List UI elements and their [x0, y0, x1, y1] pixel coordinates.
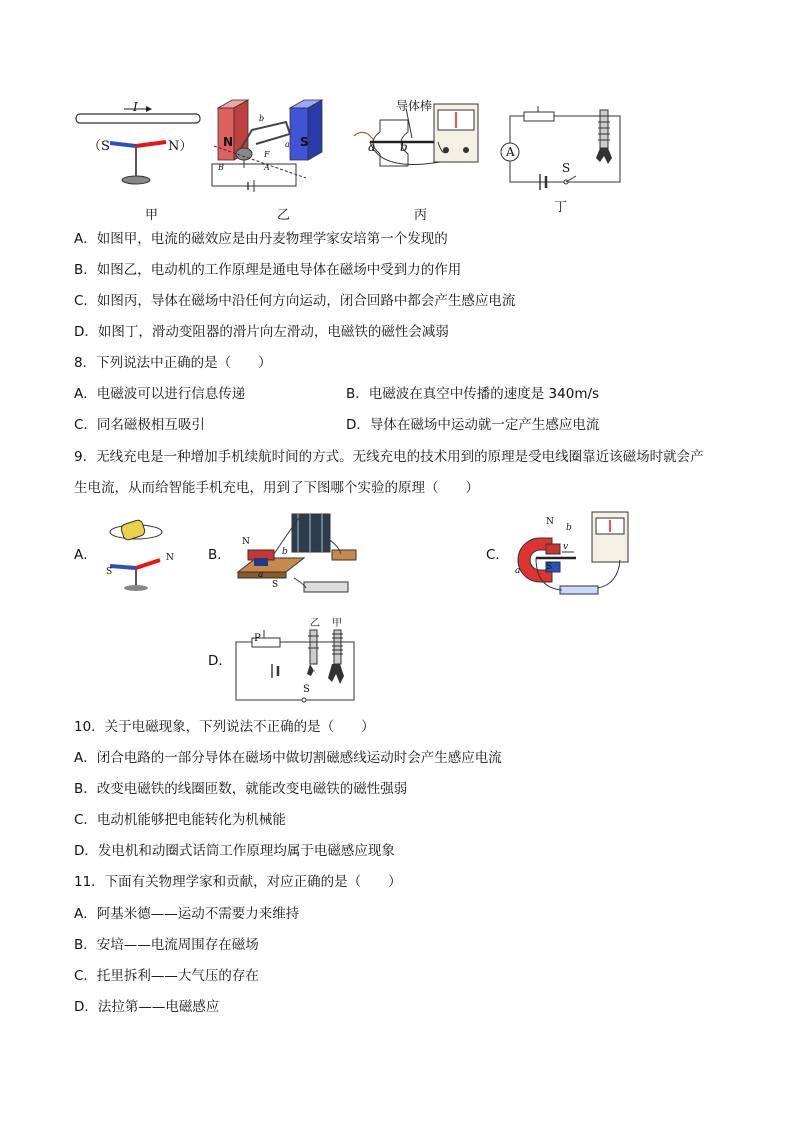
q11-stem: 11．下面有关物理学家和贡献，对应正确的是（ ）: [74, 874, 402, 890]
bing-a-label: a: [368, 140, 376, 154]
q9-figure-c-induction-apparatus: [510, 510, 640, 602]
q10-stem: 10．关于电磁现象，下列说法不正确的是（ ）: [74, 719, 375, 735]
q9-d-s-label: S: [303, 684, 310, 695]
jia-n-label: N）: [168, 139, 193, 154]
ding-caption: 丁: [554, 200, 568, 215]
q9-b-b-label: b: [282, 547, 288, 557]
q10-option-d: D．发电机和动圈式话筒工作原理均属于电磁感应现象: [74, 843, 395, 859]
figure-ding-electromagnet: [500, 104, 630, 188]
bing-rod-label: 导体棒: [396, 99, 433, 113]
q9-a-s-label: S: [106, 567, 113, 577]
yi-b-label: b: [259, 114, 265, 123]
q8-option-b: B．电磁波在真空中传播的速度是 340m/s: [346, 386, 600, 402]
q10-option-c: C．电动机能够把电能转化为机械能: [74, 812, 286, 828]
q9-b-s-label: S: [272, 580, 279, 590]
q9-figure-a-oersted: [96, 516, 176, 592]
q10-option-a: A．闭合电路的一部分导体在磁场中做切割磁感线运动时会产生感应电流: [74, 750, 502, 766]
q8-stem: 8．下列说法中正确的是（ ）: [74, 355, 272, 371]
q9-d-yi-label: 乙: [310, 618, 320, 629]
q9-c-a-label: a: [515, 566, 521, 576]
q9-stem-line-2: 生电流，从而给智能手机充电，用到了下图哪个实验的原理（ ）: [74, 480, 479, 496]
q9-a-n-label: N: [166, 553, 174, 563]
yi-a-label: a: [285, 140, 290, 149]
ding-switch-label: S: [562, 161, 571, 175]
q11-option-d: D．法拉第——电磁感应: [74, 999, 220, 1015]
yi-n-label: N: [223, 135, 234, 149]
q9-option-b-label: B．: [208, 547, 231, 563]
yi-caption: 乙: [277, 208, 291, 223]
q9-option-c-label: C．: [486, 547, 509, 563]
q9-stem-line-1: 9．无线充电是一种增加手机续航时间的方式。无线充电的技术用到的原理是受电线圈靠近该磁场时就会产: [74, 449, 704, 465]
q9-b-n-label: N: [242, 537, 250, 547]
q9-option-d-label: D．: [208, 653, 232, 669]
bing-b-label: b: [400, 140, 408, 154]
q7-option-d: D．如图丁，滑动变阻器的滑片向左滑动，电磁铁的磁性会减弱: [74, 324, 449, 340]
q9-c-n-label: N: [546, 517, 554, 527]
q8-option-c: C．同名磁极相互吸引: [74, 417, 205, 433]
q9-c-v-label: v: [563, 542, 569, 552]
q11-option-c: C．托里拆利——大气压的存在: [74, 968, 259, 984]
yi-bb-label: B: [218, 163, 224, 172]
q9-d-jia-label: 甲: [332, 618, 342, 629]
q9-figure-d-electromagnets: [234, 616, 364, 704]
q9-d-p-label: P: [254, 633, 261, 644]
q9-option-a-label: A．: [74, 547, 97, 563]
q9-figure-b-motor-apparatus: [234, 510, 364, 600]
yi-s-label: S: [300, 135, 309, 149]
q11-option-b: B．安培——电流周围存在磁场: [74, 937, 259, 953]
q10-option-b: B．改变电磁铁的线圈匝数，就能改变电磁铁的磁性强弱: [74, 781, 408, 797]
q9-b-a-label: a: [258, 570, 264, 580]
yi-aa-label: A: [264, 163, 270, 172]
yi-f-label: F: [264, 150, 270, 159]
q8-option-a: A．电磁波可以进行信息传递: [74, 386, 246, 402]
jia-current-label: I: [133, 100, 138, 114]
q9-c-b-label: b: [566, 523, 572, 533]
q11-option-a: A．阿基米德——运动不需要力来维持: [74, 906, 300, 922]
q7-option-c: C．如图丙，导体在磁场中沿任何方向运动，闭合回路中都会产生感应电流: [74, 293, 516, 309]
q8-option-d: D．导体在磁场中运动就一定产生感应电流: [346, 417, 600, 433]
bing-caption: 丙: [414, 208, 428, 223]
q7-option-a: A．如图甲，电流的磁效应是由丹麦物理学家安培第一个发现的: [74, 231, 448, 247]
ding-ammeter-label: A: [506, 145, 515, 159]
jia-s-label: （S: [88, 139, 110, 154]
q9-c-s-label: S: [546, 562, 553, 572]
q7-option-b: B．如图乙，电动机的工作原理是通电导体在磁场中受到力的作用: [74, 262, 462, 278]
jia-caption: 甲: [145, 208, 159, 223]
